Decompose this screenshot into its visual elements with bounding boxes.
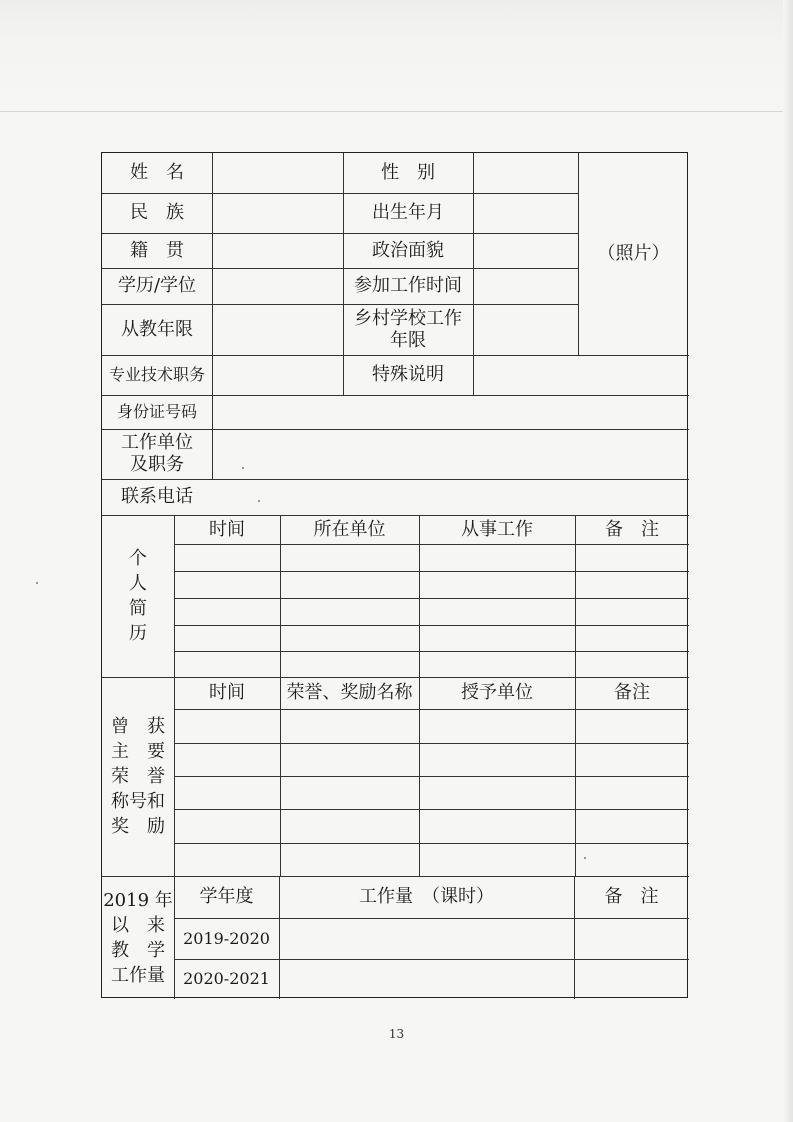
employer-position-label: 工作单位 及职务 — [121, 432, 193, 475]
education-label: 学历/学位 — [117, 275, 197, 296]
ethnicity-label: 民 族 — [130, 202, 184, 223]
table-rule — [174, 743, 689, 744]
origin-label: 籍 贯 — [130, 239, 184, 261]
honors-header-remarks: 备注 — [614, 682, 650, 703]
scan-speck — [242, 467, 244, 469]
scan-edge-line — [0, 111, 793, 112]
teaching-years-label: 从教年限 — [121, 318, 193, 340]
honors-header-grantor: 授予单位 — [461, 682, 533, 703]
table-rule — [174, 625, 689, 626]
phone-label: 联系电话 — [121, 486, 193, 507]
name-label: 姓 名 — [130, 162, 184, 183]
table-rule — [174, 544, 689, 545]
resume-header-work: 从事工作 — [461, 518, 533, 540]
scan-right-edge — [783, 0, 793, 1122]
work-start-label: 参加工作时间 — [354, 275, 462, 296]
scan-speck — [36, 582, 38, 584]
special-notes-label: 特殊说明 — [372, 364, 444, 385]
scan-speck — [258, 500, 260, 502]
table-rule — [174, 776, 689, 777]
table-rule — [473, 153, 474, 395]
table-rule — [174, 571, 689, 572]
resume-section-label: 个 人 简 历 — [129, 548, 147, 644]
birth-date-label: 出生年月 — [372, 202, 444, 223]
workload-year-cell: 2020-2021 — [183, 969, 270, 988]
professional-title-label: 专业技术职务 — [108, 365, 205, 384]
page-number: 13 — [388, 1027, 405, 1041]
rural-school-years-label: 乡村学校工作 年限 — [354, 307, 462, 351]
workload-header-hours: 工作量 （课时） — [359, 886, 494, 907]
table-rule — [174, 598, 689, 599]
scan-top-shadow — [0, 0, 793, 112]
honors-header-time: 时间 — [209, 682, 245, 703]
resume-header-time: 时间 — [209, 518, 245, 540]
scan-speck — [584, 857, 586, 859]
resume-header-unit: 所在单位 — [313, 518, 386, 540]
honors-header-name: 荣誉、奖励名称 — [286, 682, 413, 703]
table-rule — [174, 651, 689, 652]
workload-year-cell: 2019-2020 — [183, 928, 270, 948]
gender-label: 性 别 — [381, 162, 435, 183]
photo-placeholder: （照片） — [597, 243, 670, 264]
resume-header-remarks: 备 注 — [605, 518, 659, 540]
table-rule — [212, 153, 213, 479]
table-rule — [174, 809, 689, 810]
table-rule — [174, 709, 689, 710]
workload-header-remarks: 备 注 — [604, 886, 659, 907]
workload-header-year: 学年度 — [199, 886, 254, 907]
registration-form-table — [101, 152, 688, 998]
honors-section-label: 曾 获 主 要 荣 誉 称号和 奖 励 — [111, 716, 165, 837]
political-status-label: 政治面貌 — [372, 239, 444, 261]
table-rule — [174, 843, 689, 844]
workload-section-label: 2019 年 以 来 教 学 工作量 — [103, 889, 173, 986]
id-number-label: 身份证号码 — [116, 402, 197, 421]
